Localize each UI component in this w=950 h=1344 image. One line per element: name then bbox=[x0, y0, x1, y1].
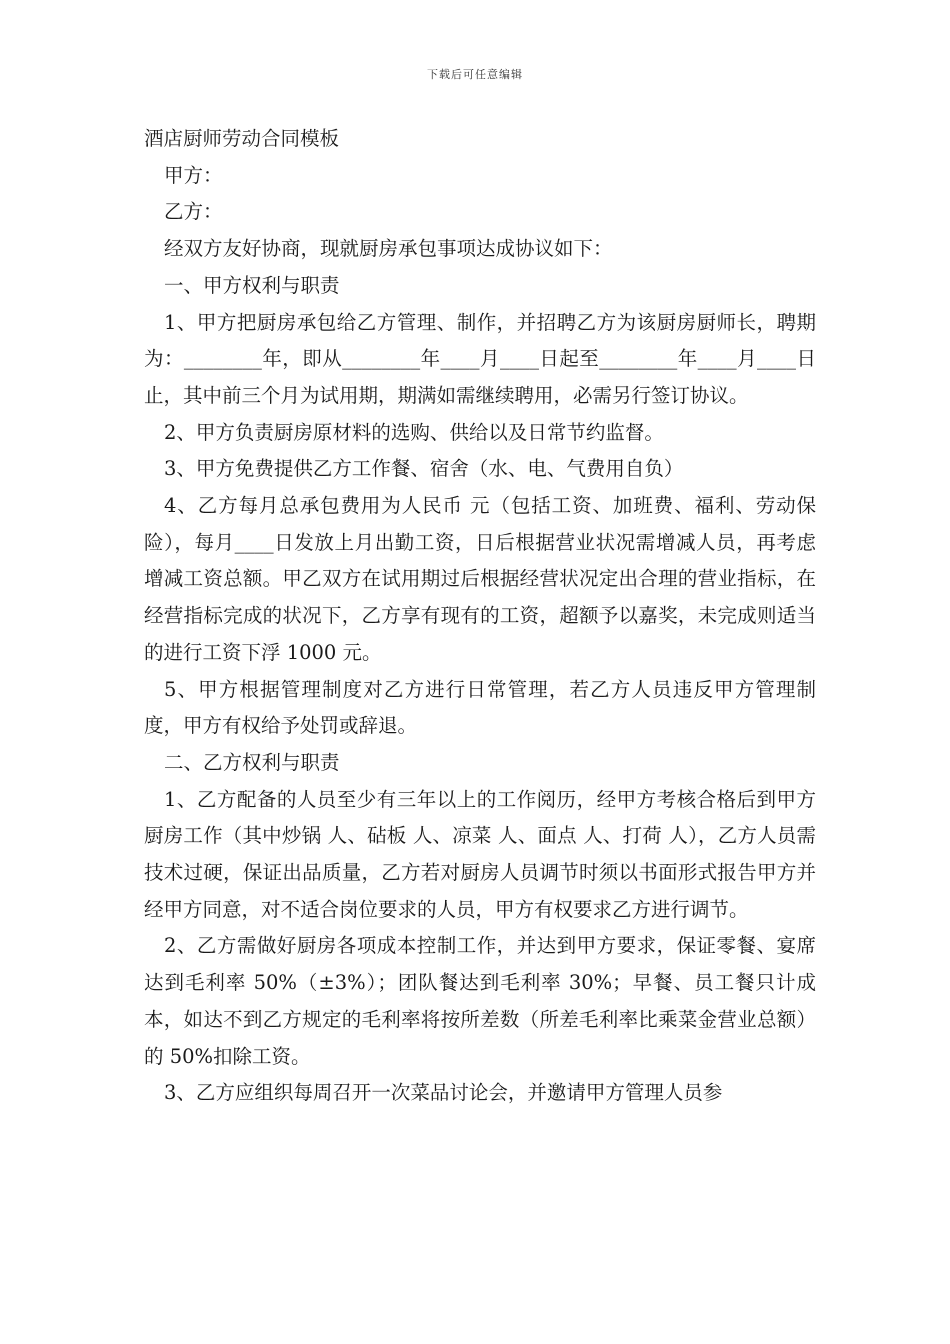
page-header-note: 下载后可任意编辑 bbox=[427, 68, 523, 81]
clause-b-3: 3、乙方应组织每周召开一次菜品讨论会，并邀请甲方管理人员参 bbox=[164, 1081, 723, 1105]
agreement-intro: 经双方友好协商，现就厨房承包事项达成协议如下： bbox=[164, 237, 613, 261]
clause-b-1: 1、乙方配备的人员至少有三年以上的工作阅历，经甲方考核合格后到甲方厨房工作（其中炒锅 人、砧板 人、凉菜 人、面点 人、打荷 人），乙方人员需技术过硬，保证出品质量，乙方若对厨房人员调节时须以书面形式报告甲方并经甲方同意，对不适合岗位要求的人员，甲方有权要求乙方进行调节。 bbox=[144, 787, 816, 921]
section-heading-party-b: 二、乙方权利与职责 bbox=[164, 750, 340, 774]
clause-a-1: 1、甲方把厨房承包给乙方管理、制作，并招聘乙方为该厨房厨师长，聘期为：________年，即从________年____月____日起至________年____月____日止，其中前三个月为试用期，期满如需继续聘用，必需另行签订协议。 bbox=[144, 310, 816, 407]
document-body bbox=[144, 121, 816, 1112]
clause-a-4: 4、乙方每月总承包费用为人民币 元（包括工资、加班费、福利、劳动保险），每月____日发放上月出勤工资，日后根据营业状况需增减人员，再考虑增减工资总额。甲乙双方在试用期过后根据经营状况定出合理的营业指标，在经营指标完成的状况下，乙方享有现有的工资，超额予以嘉奖，未完成则适当的进行工资下浮 1000 元。 bbox=[144, 494, 816, 664]
party-a-line: 甲方： bbox=[164, 163, 223, 187]
party-b-line: 乙方： bbox=[164, 200, 223, 224]
clause-b-2: 2、乙方需做好厨房各项成本控制工作，并达到甲方要求，保证零餐、宴席达到毛利率 50%（±3%）；团队餐达到毛利率 30%；早餐、员工餐只计成本，如达不到乙方规定的毛利率将按所差数（所差毛利率比乘菜金营业总额）的 50%扣除工资。 bbox=[144, 934, 816, 1068]
document-title: 酒店厨师劳动合同模板 bbox=[144, 127, 340, 150]
clause-a-5: 5、甲方根据管理制度对乙方进行日常管理，若乙方人员违反甲方管理制度，甲方有权给予处罚或辞退。 bbox=[144, 677, 816, 738]
clause-a-2: 2、甲方负责厨房原材料的选购、供给以及日常节约监督。 bbox=[164, 420, 664, 444]
clause-a-3: 3、甲方免费提供乙方工作餐、宿舍（水、电、气费用自负） bbox=[164, 457, 684, 481]
section-heading-party-a: 一、甲方权利与职责 bbox=[164, 273, 340, 297]
